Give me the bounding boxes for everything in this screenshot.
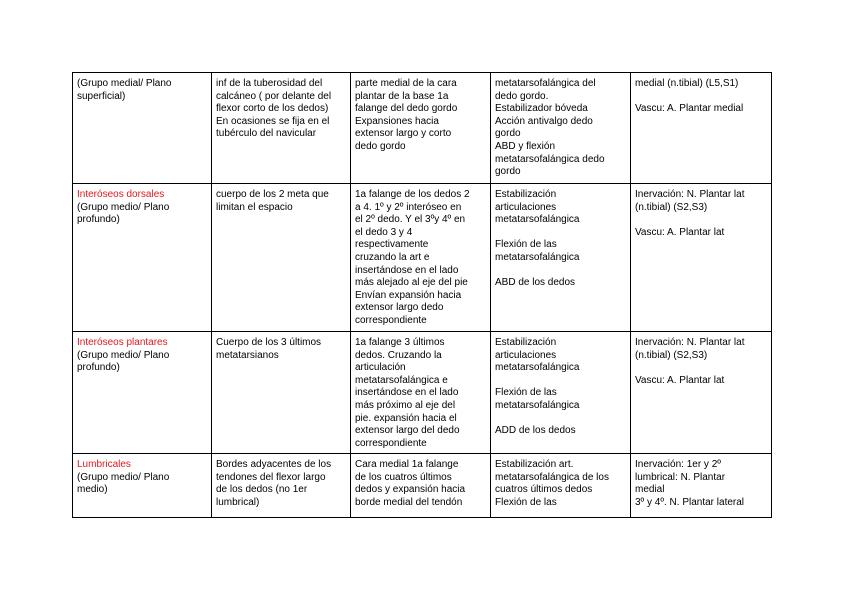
vascularization-text: Vascu: A. Plantar lat bbox=[635, 374, 725, 386]
origin-text: cuerpo de los 2 meta que limitan el espacio bbox=[216, 189, 329, 213]
innervation-text: Inervación: N. Plantar lat (n.tibial) (S2,S3) bbox=[635, 189, 745, 213]
action-text: Estabilización art. metatarsofalángica de los cuatros últimos dedos Flexión de las bbox=[495, 459, 609, 508]
innervation-text: Inervación: N. Plantar lat (n.tibial) (S2,S3) bbox=[635, 337, 745, 361]
innervation-cell bbox=[631, 454, 772, 518]
action-text: Estabilización articulaciones metatarsofalángica bbox=[495, 337, 580, 374]
insertion-text: 1a falange 3 últimos dedos. Cruzando la articulación metatarsofalángica e insertándose en el lado más próximo al eje del pie. expansión hacia el extensor largo del dedo correspondiente bbox=[355, 337, 460, 449]
group-text: (Grupo medial/ Plano superficial) bbox=[77, 78, 172, 102]
origin-cell bbox=[212, 184, 351, 332]
table-row bbox=[73, 184, 772, 332]
action-text: metatarsofalángica del dedo gordo. Estabilizador bóveda Acción antivalgo dedo gordo ABD y flexión metatarsofalángica dedo gordo bbox=[495, 78, 605, 178]
action-cell bbox=[491, 73, 631, 184]
group-cell bbox=[73, 73, 212, 184]
action-cell bbox=[491, 332, 631, 454]
innervation-text: Inervación: 1er y 2º lumbrical: N. Plantar medial 3º y 4º. N. Plantar lateral bbox=[635, 459, 745, 508]
origin-cell bbox=[212, 73, 351, 184]
insertion-cell bbox=[351, 454, 491, 518]
group-text: (Grupo medio/ Plano profundo) bbox=[77, 349, 170, 374]
muscle-cell bbox=[73, 454, 212, 518]
table-row bbox=[73, 73, 772, 184]
origin-text: Bordes adyacentes de los tendones del flexor largo de los dedos (no 1er lumbrical) bbox=[216, 459, 332, 508]
action-text: Flexión de las metatarsofalángica bbox=[495, 387, 580, 411]
origin-text: Cuerpo de los 3 últimos metatarsianos bbox=[216, 337, 322, 361]
muscle-name: Interóseos dorsales bbox=[77, 189, 165, 200]
origin-cell bbox=[212, 332, 351, 454]
innervation-cell bbox=[631, 184, 772, 332]
insertion-text: Cara medial 1a falange de los cuatros últimos dedos y expansión hacia borde medial del tendón bbox=[355, 459, 466, 508]
muscle-table bbox=[72, 72, 772, 518]
action-text: Flexión de las metatarsofalángica bbox=[495, 239, 580, 263]
muscle-name: Interóseos plantares bbox=[77, 337, 168, 348]
action-cell bbox=[491, 454, 631, 518]
action-cell bbox=[491, 184, 631, 332]
insertion-cell bbox=[351, 73, 491, 184]
vascularization-text: Vascu: A. Plantar medial bbox=[635, 103, 744, 115]
vascularization-text: Vascu: A. Plantar lat bbox=[635, 226, 725, 238]
muscle-name: Lumbricales bbox=[77, 459, 131, 470]
origin-text: inf de la tuberosidad del calcáneo ( por delante del flexor corto de los dedos) En ocasiones se fija en el tubérculo del navicular bbox=[216, 78, 332, 140]
insertion-text: parte medial de la cara plantar de la base 1a falange del dedo gordo Expansiones hacia extensor largo y corto dedo gordo bbox=[355, 78, 458, 152]
action-text: ABD de los dedos bbox=[495, 277, 576, 289]
insertion-text: 1a falange de los dedos 2 a 4. 1º y 2º interóseo en el 2º dedo. Y el 3ºy 4º en el dedo 3 y 4 respectivamente cruzando la art e insertándose en el lado más alejado al eje del pie Envían expansión hacia extensor largo dedo correspondiente bbox=[355, 189, 470, 326]
muscle-cell bbox=[73, 184, 212, 332]
origin-cell bbox=[212, 454, 351, 518]
innervation-cell bbox=[631, 73, 772, 184]
innervation-cell bbox=[631, 332, 772, 454]
muscle-cell bbox=[73, 332, 212, 454]
table-row bbox=[73, 332, 772, 454]
group-text: (Grupo medio/ Plano medio) bbox=[77, 471, 170, 496]
innervation-text: medial (n.tibial) (L5,S1) bbox=[635, 78, 739, 89]
action-text: Estabilización articulaciones metatarsofalángica bbox=[495, 189, 580, 226]
insertion-cell bbox=[351, 184, 491, 332]
group-text: (Grupo medio/ Plano profundo) bbox=[77, 201, 170, 226]
insertion-cell bbox=[351, 332, 491, 454]
action-text: ADD de los dedos bbox=[495, 425, 576, 437]
table-row bbox=[73, 454, 772, 518]
